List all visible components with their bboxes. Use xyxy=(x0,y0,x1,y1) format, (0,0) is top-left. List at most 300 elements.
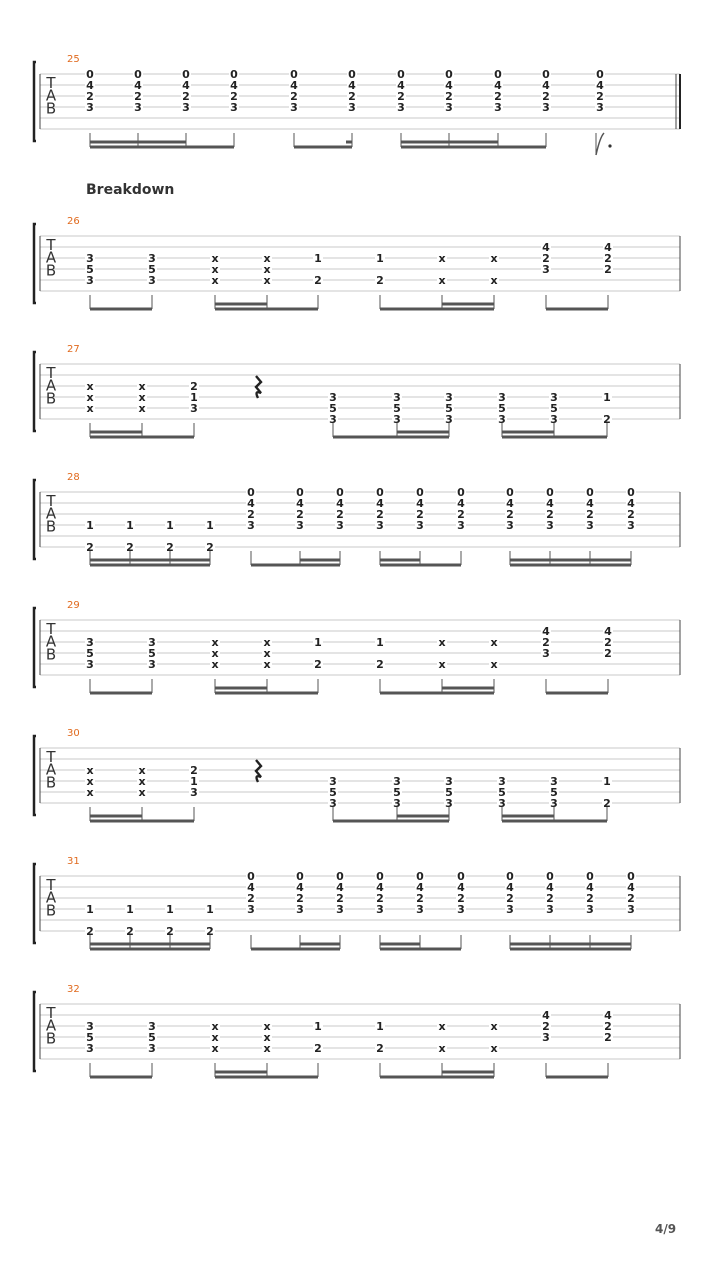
fret-number: 3 xyxy=(627,519,635,532)
fret-number: x xyxy=(438,658,446,671)
page-number: 4/9 xyxy=(655,1222,677,1236)
fret-number: 3 xyxy=(498,775,506,788)
fret-number: 3 xyxy=(376,903,384,916)
tab-clef-letter: B xyxy=(45,645,57,664)
tab-clef-letter: A xyxy=(45,1016,57,1035)
fret-number: 2 xyxy=(445,90,453,103)
fret-number: x xyxy=(138,380,146,393)
fret-number: 3 xyxy=(148,1020,156,1033)
fret-number: 4 xyxy=(586,881,594,894)
fret-number: 2 xyxy=(627,508,635,521)
fret-number: 3 xyxy=(596,101,604,114)
tab-clef-letter: A xyxy=(45,86,57,105)
fret-number: 3 xyxy=(86,658,94,671)
tab-clef-letter: B xyxy=(45,773,57,792)
fret-number: 4 xyxy=(542,625,550,638)
fret-number: 1 xyxy=(376,636,384,649)
fret-number: 3 xyxy=(506,519,514,532)
fret-number: 2 xyxy=(604,647,612,660)
fret-number: x xyxy=(138,775,146,788)
fret-number: x xyxy=(490,636,498,649)
fret-number: 2 xyxy=(182,90,190,103)
fret-number: x xyxy=(263,636,271,649)
tab-clef-letter: T xyxy=(46,236,56,254)
fret-number: 2 xyxy=(542,90,550,103)
fret-number: 3 xyxy=(586,903,594,916)
fret-number: x xyxy=(138,786,146,799)
tab-clef-letter: T xyxy=(46,1004,56,1022)
fret-number: 3 xyxy=(86,101,94,114)
fret-number: 2 xyxy=(542,252,550,265)
system-bracket xyxy=(34,480,36,559)
fret-number: 2 xyxy=(314,274,322,287)
fret-number: 0 xyxy=(416,870,424,883)
fret-number: x xyxy=(211,263,219,276)
fret-number: 4 xyxy=(182,79,190,92)
fret-number: 2 xyxy=(290,90,298,103)
fret-number: x xyxy=(211,1031,219,1044)
fret-number: 3 xyxy=(393,391,401,404)
system-bracket xyxy=(34,62,36,141)
fret-number: 3 xyxy=(134,101,142,114)
fret-number: 3 xyxy=(148,252,156,265)
fret-number: 3 xyxy=(457,519,465,532)
fret-number: 3 xyxy=(416,519,424,532)
fret-number: 1 xyxy=(206,903,214,916)
fret-number: 0 xyxy=(397,68,405,81)
fret-number: x xyxy=(490,1042,498,1055)
fret-number: 4 xyxy=(596,79,604,92)
fret-number: 2 xyxy=(604,1020,612,1033)
fret-number: 0 xyxy=(376,870,384,883)
fret-number: 5 xyxy=(86,1031,94,1044)
fret-number: 3 xyxy=(296,519,304,532)
fret-number: 5 xyxy=(550,786,558,799)
fret-number: 4 xyxy=(336,881,344,894)
fret-number: x xyxy=(211,636,219,649)
fret-number: 3 xyxy=(296,903,304,916)
fret-number: x xyxy=(211,252,219,265)
tab-clef-letter: A xyxy=(45,632,57,651)
fret-number: 5 xyxy=(445,786,453,799)
fret-number: 3 xyxy=(393,797,401,810)
fret-number: 3 xyxy=(550,797,558,810)
tab-clef-letter: T xyxy=(46,620,56,638)
fret-number: 2 xyxy=(494,90,502,103)
fret-number: 2 xyxy=(542,636,550,649)
fret-number: 2 xyxy=(627,892,635,905)
fret-number: x xyxy=(263,263,271,276)
fret-number: 5 xyxy=(498,402,506,415)
fret-number: 2 xyxy=(376,508,384,521)
fret-number: 3 xyxy=(148,1042,156,1055)
fret-number: 4 xyxy=(494,79,502,92)
fret-number: 2 xyxy=(604,263,612,276)
fret-number: 3 xyxy=(498,797,506,810)
fret-number: 2 xyxy=(166,541,174,554)
fret-number: 1 xyxy=(86,903,94,916)
fret-number: 3 xyxy=(445,797,453,810)
fret-number: 1 xyxy=(126,519,134,532)
fret-number: 2 xyxy=(190,380,198,393)
augmentation-dot xyxy=(608,144,611,147)
fret-number: 0 xyxy=(627,486,635,499)
fret-number: 1 xyxy=(206,519,214,532)
fret-number: 4 xyxy=(506,497,514,510)
fret-number: 3 xyxy=(86,636,94,649)
fret-number: x xyxy=(211,1020,219,1033)
fret-number: x xyxy=(211,658,219,671)
tab-clef-letter: A xyxy=(45,504,57,523)
measure-number: 31 xyxy=(67,856,80,867)
fret-number: x xyxy=(211,1042,219,1055)
fret-number: 1 xyxy=(376,252,384,265)
fret-number: x xyxy=(438,274,446,287)
fret-number: 2 xyxy=(247,892,255,905)
measure-number: 29 xyxy=(67,600,80,611)
fret-number: 2 xyxy=(604,636,612,649)
fret-number: 4 xyxy=(546,881,554,894)
measure-number: 28 xyxy=(67,472,80,483)
fret-number: 4 xyxy=(457,881,465,894)
fret-number: 2 xyxy=(314,658,322,671)
fret-number: 4 xyxy=(627,881,635,894)
fret-number: x xyxy=(438,636,446,649)
fret-number: 2 xyxy=(416,892,424,905)
fret-number: 2 xyxy=(586,892,594,905)
fret-number: 3 xyxy=(86,1020,94,1033)
fret-number: x xyxy=(211,274,219,287)
fret-number: 3 xyxy=(542,263,550,276)
fret-number: 3 xyxy=(445,413,453,426)
measure-number: 26 xyxy=(67,216,80,227)
fret-number: 5 xyxy=(498,786,506,799)
fret-number: 2 xyxy=(376,892,384,905)
fret-number: 0 xyxy=(542,68,550,81)
fret-number: x xyxy=(263,1031,271,1044)
fret-number: x xyxy=(86,786,94,799)
fret-number: 2 xyxy=(604,252,612,265)
fret-number: x xyxy=(86,402,94,415)
fret-number: 2 xyxy=(296,508,304,521)
fret-number: 4 xyxy=(627,497,635,510)
fret-number: 2 xyxy=(416,508,424,521)
fret-number: 1 xyxy=(190,775,198,788)
fret-number: 0 xyxy=(182,68,190,81)
fret-number: 2 xyxy=(603,797,611,810)
fret-number: 4 xyxy=(397,79,405,92)
measure-number: 32 xyxy=(67,984,80,995)
fret-number: 3 xyxy=(348,101,356,114)
tab-clef-letter: A xyxy=(45,376,57,395)
fret-number: 3 xyxy=(329,797,337,810)
fret-number: 3 xyxy=(542,647,550,660)
fret-number: 3 xyxy=(445,101,453,114)
fret-number: 4 xyxy=(296,497,304,510)
fret-number: 1 xyxy=(603,775,611,788)
fret-number: 3 xyxy=(542,101,550,114)
system-bracket xyxy=(34,864,36,943)
fret-number: 4 xyxy=(416,497,424,510)
section-label: Breakdown xyxy=(86,182,175,198)
fret-number: 3 xyxy=(393,413,401,426)
fret-number: 3 xyxy=(416,903,424,916)
fret-number: 2 xyxy=(604,1031,612,1044)
fret-number: 0 xyxy=(416,486,424,499)
fret-number: 3 xyxy=(329,775,337,788)
note-flag xyxy=(596,133,604,155)
measure-number: 25 xyxy=(67,54,80,65)
fret-number: 0 xyxy=(134,68,142,81)
fret-number: x xyxy=(438,1020,446,1033)
fret-number: 5 xyxy=(329,402,337,415)
fret-number: 4 xyxy=(86,79,94,92)
fret-number: 3 xyxy=(247,519,255,532)
fret-number: 0 xyxy=(586,870,594,883)
fret-number: x xyxy=(263,1020,271,1033)
fret-number: 3 xyxy=(336,519,344,532)
tab-clef-letter: T xyxy=(46,492,56,510)
fret-number: 3 xyxy=(457,903,465,916)
fret-number: 4 xyxy=(290,79,298,92)
fret-number: 2 xyxy=(348,90,356,103)
tab-clef-letter: A xyxy=(45,888,57,907)
fret-number: x xyxy=(490,658,498,671)
tab-clef-letter: T xyxy=(46,74,56,92)
fret-number: 1 xyxy=(166,519,174,532)
fret-number: 2 xyxy=(247,508,255,521)
fret-number: 0 xyxy=(506,870,514,883)
fret-number: 0 xyxy=(506,486,514,499)
fret-number: 2 xyxy=(397,90,405,103)
fret-number: 2 xyxy=(542,1020,550,1033)
fret-number: 3 xyxy=(393,775,401,788)
fret-number: x xyxy=(138,402,146,415)
fret-number: 0 xyxy=(336,870,344,883)
fret-number: 4 xyxy=(542,241,550,254)
fret-number: 2 xyxy=(230,90,238,103)
fret-number: 2 xyxy=(457,508,465,521)
fret-number: 3 xyxy=(148,658,156,671)
fret-number: 0 xyxy=(586,486,594,499)
fret-number: 0 xyxy=(247,870,255,883)
fret-number: 5 xyxy=(445,402,453,415)
fret-number: 0 xyxy=(86,68,94,81)
measure-number: 30 xyxy=(67,728,80,739)
fret-number: x xyxy=(490,1020,498,1033)
fret-number: 1 xyxy=(166,903,174,916)
fret-number: 3 xyxy=(182,101,190,114)
system-bracket xyxy=(34,352,36,431)
fret-number: 2 xyxy=(376,1042,384,1055)
fret-number: 3 xyxy=(329,413,337,426)
fret-number: 2 xyxy=(603,413,611,426)
fret-number: 0 xyxy=(296,870,304,883)
fret-number: 5 xyxy=(393,786,401,799)
fret-number: 4 xyxy=(376,497,384,510)
fret-number: 4 xyxy=(247,881,255,894)
fret-number: 0 xyxy=(336,486,344,499)
fret-number: x xyxy=(86,764,94,777)
fret-number: 2 xyxy=(376,274,384,287)
quarter-rest xyxy=(256,376,261,398)
fret-number: 5 xyxy=(148,1031,156,1044)
fret-number: 0 xyxy=(348,68,356,81)
fret-number: 2 xyxy=(86,90,94,103)
fret-number: 3 xyxy=(86,252,94,265)
fret-number: 4 xyxy=(542,1009,550,1022)
fret-number: 4 xyxy=(604,241,612,254)
fret-number: 5 xyxy=(148,647,156,660)
fret-number: x xyxy=(211,647,219,660)
tab-clef-letter: T xyxy=(46,364,56,382)
fret-number: 3 xyxy=(494,101,502,114)
fret-number: 2 xyxy=(506,892,514,905)
fret-number: x xyxy=(490,274,498,287)
fret-number: x xyxy=(86,391,94,404)
fret-number: 4 xyxy=(336,497,344,510)
fret-number: 3 xyxy=(550,391,558,404)
fret-number: 2 xyxy=(546,892,554,905)
fret-number: 2 xyxy=(546,508,554,521)
fret-number: 3 xyxy=(376,519,384,532)
system-bracket xyxy=(34,992,36,1071)
fret-number: 0 xyxy=(627,870,635,883)
fret-number: 4 xyxy=(457,497,465,510)
fret-number: 4 xyxy=(604,1009,612,1022)
tab-clef-letter: T xyxy=(46,876,56,894)
fret-number: 0 xyxy=(494,68,502,81)
fret-number: 1 xyxy=(126,903,134,916)
tab-clef-letter: B xyxy=(45,1029,57,1048)
fret-number: 4 xyxy=(230,79,238,92)
fret-number: 1 xyxy=(314,636,322,649)
fret-number: 5 xyxy=(393,402,401,415)
fret-number: 2 xyxy=(376,658,384,671)
fret-number: 3 xyxy=(329,391,337,404)
fret-number: 1 xyxy=(314,252,322,265)
fret-number: 5 xyxy=(148,263,156,276)
fret-number: 4 xyxy=(134,79,142,92)
fret-number: x xyxy=(86,380,94,393)
fret-number: 2 xyxy=(206,925,214,938)
fret-number: 3 xyxy=(190,402,198,415)
fret-number: 0 xyxy=(457,870,465,883)
fret-number: 2 xyxy=(190,764,198,777)
fret-number: 0 xyxy=(296,486,304,499)
quarter-rest xyxy=(256,760,261,782)
fret-number: x xyxy=(263,647,271,660)
fret-number: 3 xyxy=(290,101,298,114)
measure-number: 27 xyxy=(67,344,80,355)
fret-number: 2 xyxy=(506,508,514,521)
fret-number: 3 xyxy=(445,775,453,788)
fret-number: 0 xyxy=(596,68,604,81)
fret-number: 3 xyxy=(550,413,558,426)
fret-number: 2 xyxy=(134,90,142,103)
fret-number: 3 xyxy=(247,903,255,916)
fret-number: 0 xyxy=(247,486,255,499)
fret-number: 0 xyxy=(445,68,453,81)
fret-number: 1 xyxy=(86,519,94,532)
fret-number: 3 xyxy=(506,903,514,916)
fret-number: 3 xyxy=(86,274,94,287)
fret-number: 4 xyxy=(506,881,514,894)
fret-number: x xyxy=(138,391,146,404)
fret-number: 3 xyxy=(546,903,554,916)
fret-number: 4 xyxy=(296,881,304,894)
fret-number: 4 xyxy=(348,79,356,92)
fret-number: 4 xyxy=(247,497,255,510)
fret-number: x xyxy=(263,274,271,287)
fret-number: 3 xyxy=(445,391,453,404)
fret-number: 3 xyxy=(586,519,594,532)
fret-number: 2 xyxy=(296,892,304,905)
fret-number: 4 xyxy=(586,497,594,510)
fret-number: 2 xyxy=(586,508,594,521)
fret-number: 2 xyxy=(596,90,604,103)
fret-number: 1 xyxy=(190,391,198,404)
fret-number: 0 xyxy=(546,870,554,883)
fret-number: x xyxy=(263,1042,271,1055)
fret-number: 2 xyxy=(314,1042,322,1055)
fret-number: 5 xyxy=(329,786,337,799)
fret-number: 2 xyxy=(457,892,465,905)
tab-clef-letter: B xyxy=(45,99,57,118)
fret-number: 0 xyxy=(230,68,238,81)
fret-number: 2 xyxy=(206,541,214,554)
fret-number: x xyxy=(438,1042,446,1055)
fret-number: 3 xyxy=(627,903,635,916)
tab-clef-letter: T xyxy=(46,748,56,766)
tab-clef-letter: A xyxy=(45,760,57,779)
fret-number: 2 xyxy=(336,892,344,905)
fret-number: x xyxy=(490,252,498,265)
fret-number: 0 xyxy=(376,486,384,499)
fret-number: 3 xyxy=(148,274,156,287)
fret-number: 0 xyxy=(457,486,465,499)
fret-number: 3 xyxy=(86,1042,94,1055)
fret-number: 3 xyxy=(550,775,558,788)
system-bracket xyxy=(34,608,36,687)
fret-number: 0 xyxy=(546,486,554,499)
fret-number: x xyxy=(263,658,271,671)
fret-number: 3 xyxy=(397,101,405,114)
fret-number: 3 xyxy=(190,786,198,799)
tab-clef-letter: B xyxy=(45,901,57,920)
fret-number: 4 xyxy=(445,79,453,92)
fret-number: 2 xyxy=(86,541,94,554)
fret-number: 4 xyxy=(546,497,554,510)
fret-number: 2 xyxy=(126,925,134,938)
fret-number: 3 xyxy=(230,101,238,114)
fret-number: x xyxy=(438,252,446,265)
fret-number: 4 xyxy=(542,79,550,92)
fret-number: 3 xyxy=(546,519,554,532)
fret-number: 2 xyxy=(336,508,344,521)
tab-clef-letter: B xyxy=(45,517,57,536)
fret-number: 5 xyxy=(86,647,94,660)
fret-number: 0 xyxy=(290,68,298,81)
tab-clef-letter: B xyxy=(45,389,57,408)
system-bracket xyxy=(34,736,36,815)
tab-clef-letter: B xyxy=(45,261,57,280)
tab-clef-letter: A xyxy=(45,248,57,267)
fret-number: x xyxy=(138,764,146,777)
fret-number: 3 xyxy=(336,903,344,916)
fret-number: 1 xyxy=(376,1020,384,1033)
fret-number: 2 xyxy=(86,925,94,938)
